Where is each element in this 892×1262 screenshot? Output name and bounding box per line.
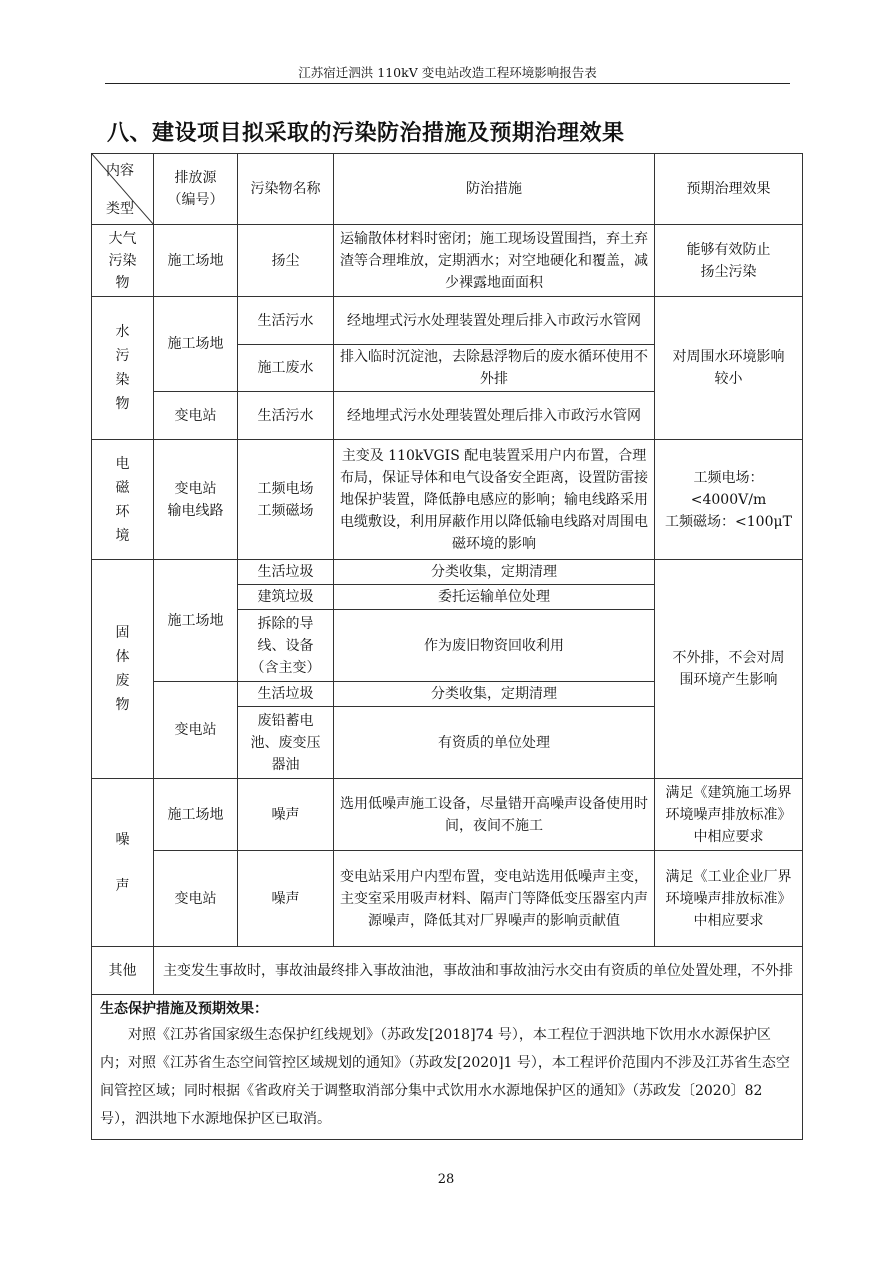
water-pollutant-domestic: 生活污水: [238, 297, 334, 345]
em-source: 变电站 输电线路: [154, 440, 238, 560]
solid-source-construction: 施工场地: [154, 560, 238, 682]
water-measures-construction: 排入临时沉淀池，去除悬浮物后的废水循环使用不外排: [334, 345, 655, 392]
table-row-other: [92, 947, 803, 995]
noise-measures-construction: 选用低噪声施工设备，尽量错开高噪声设备使用时间，夜间不施工: [334, 779, 655, 851]
solid-p5: 废铅蓄电 池、废变压 器油: [238, 707, 334, 779]
noise-pollutant-construction: 噪声: [238, 779, 334, 851]
solid-m2: 委托运输单位处理: [334, 585, 655, 610]
category-noise: 噪 声: [92, 779, 154, 947]
table-row-eco: [92, 995, 803, 1140]
solid-p2: 建筑垃圾: [238, 585, 334, 610]
noise-effect-substation: 满足《工业企业厂界环境噪声排放标准》中相应要求: [655, 851, 803, 947]
report-header: 江苏宿迁泗洪 110kV 变电站改造工程环境影响报告表: [298, 65, 597, 80]
section-title: 八、建设项目拟采取的污染防治措施及预期治理效果: [107, 121, 625, 146]
category-air: 大气 污染 物: [92, 225, 154, 297]
header-content-label: 内容: [106, 163, 134, 179]
air-measures: 运输散体材料时密闭；施工现场设置围挡，弃土弃渣等合理堆放，定期洒水；对空地硬化和覆盖，减少裸露地面面积: [334, 225, 655, 297]
table-row-solid-1: [92, 560, 803, 585]
water-source-substation: 变电站: [154, 392, 238, 440]
solid-m5: 有资质的单位处理: [334, 707, 655, 779]
em-effect: 工频电场： <4000V/m 工频磁场：<100μT: [655, 440, 803, 560]
solid-effect: 不外排，不会对周 围环境产生影响: [655, 560, 803, 779]
em-pollutant: 工频电场 工频磁场: [238, 440, 334, 560]
solid-p1: 生活垃圾: [238, 560, 334, 585]
water-pollutant-construction: 施工废水: [238, 345, 334, 392]
air-source: 施工场地: [154, 225, 238, 297]
category-em: 电 磁 环 境: [92, 440, 154, 560]
solid-m1: 分类收集，定期清理: [334, 560, 655, 585]
header-divider: [105, 83, 790, 84]
water-effect: 对周围水环境影响 较小: [655, 297, 803, 440]
pollution-measures-table: [91, 153, 803, 1140]
table-row-noise-2: [92, 851, 803, 947]
noise-measures-substation: 变电站采用户内型布置，变电站选用低噪声主变，主变室采用吸声材料、隔声门等降低变压器室内声源噪声，降低其对厂界噪声的影响贡献值: [334, 851, 655, 947]
header-pollutant: 污染物名称: [238, 154, 334, 225]
eco-title: 生态保护措施及预期效果：: [100, 1001, 268, 1017]
category-other: 其他: [92, 947, 154, 995]
table-header-row: [92, 154, 803, 225]
noise-source-substation: 变电站: [154, 851, 238, 947]
noise-pollutant-substation: 噪声: [238, 851, 334, 947]
solid-m4: 分类收集，定期清理: [334, 682, 655, 707]
solid-p3: 拆除的导 线、设备 （含主变）: [238, 610, 334, 682]
water-measures-domestic: 经地埋式污水处理装置处理后排入市政污水管网: [334, 297, 655, 345]
table-row-water-1: [92, 297, 803, 345]
air-pollutant: 扬尘: [238, 225, 334, 297]
category-water: 水 污 染 物: [92, 297, 154, 440]
solid-source-substation: 变电站: [154, 682, 238, 779]
header-effect: 预期治理效果: [655, 154, 803, 225]
eco-body: 对照《江苏省国家级生态保护红线规划》（苏政发[2018]74 号），本工程位于泗洪地下饮用水水源保护区内；对照《江苏省生态空间管控区域规划的通知》（苏政发[2020]1 号），本工程评价范围内不涉及江苏省生态空间管控区域；同时根据《省政府关于调整取消部分集中式饮用水水源地保护区的通知》（苏政发〔2020〕82 号），泗洪地下水源地保护区已取消。: [100, 1027, 790, 1127]
em-measures: 主变及 110kVGIS 配电装置采用户内布置，合理布局，保证导体和电气设备安全距离，设置防雷接地保护装置，降低静电感应的影响；输电线路采用电缆敷设，利用屏蔽作用以降低输电线路对周围电磁环境的影响: [334, 440, 655, 560]
other-text: 主变发生事故时，事故油最终排入事故油池，事故油和事故油污水交由有资质的单位处置处理，不外排: [154, 947, 803, 995]
header-source: 排放源 （编号）: [154, 154, 238, 225]
noise-effect-construction: 满足《建筑施工场界环境噪声排放标准》中相应要求: [655, 779, 803, 851]
table-row-em: [92, 440, 803, 560]
air-effect: 能够有效防止 扬尘污染: [655, 225, 803, 297]
table-row-air: [92, 225, 803, 297]
water-pollutant-substation: 生活污水: [238, 392, 334, 440]
page-number: 28: [437, 1172, 455, 1187]
table-row-noise-1: [92, 779, 803, 851]
diagonal-header-cell: [92, 154, 154, 225]
water-source-construction: 施工场地: [154, 297, 238, 392]
header-type-label: 类型: [106, 201, 134, 217]
solid-m3: 作为废旧物资回收利用: [334, 610, 655, 682]
category-solid: 固 体 废 物: [92, 560, 154, 779]
solid-p4: 生活垃圾: [238, 682, 334, 707]
water-measures-substation: 经地埋式污水处理装置处理后排入市政污水管网: [334, 392, 655, 440]
header-measures: 防治措施: [334, 154, 655, 225]
noise-source-construction: 施工场地: [154, 779, 238, 851]
eco-cell: [92, 995, 803, 1140]
